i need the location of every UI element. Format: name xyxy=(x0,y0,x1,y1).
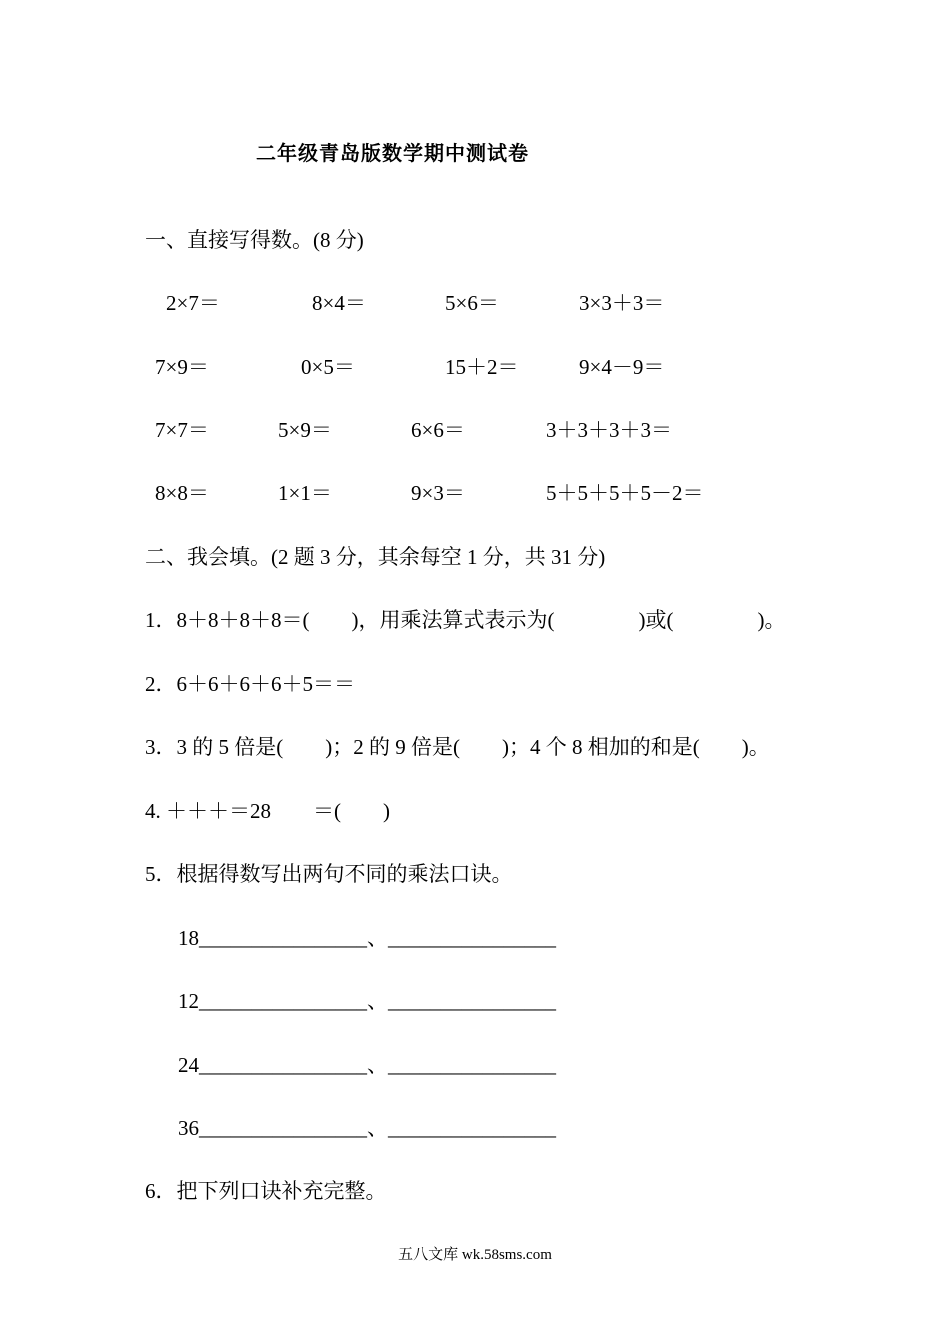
exercise-cell: 8×4＝ xyxy=(312,291,366,315)
section1-heading: 一、直接写得数。(8 分) xyxy=(145,228,364,252)
exercise-cell: 7×9＝ xyxy=(155,355,209,379)
page-footer: 五八文库 wk.58sms.com xyxy=(398,1247,552,1263)
section2-heading: 二、我会填。(2 题 3 分，其余每空 1 分，共 31 分) xyxy=(145,545,606,569)
question-5: 5．根据得数写出两句不同的乘法口诀。 xyxy=(145,862,513,886)
exercise-cell: 5＋5＋5＋5－2＝ xyxy=(546,481,704,505)
page-title: 二年级青岛版数学期中测试卷 xyxy=(256,143,529,165)
exercise-cell: 1×1＝ xyxy=(278,481,332,505)
exercise-cell: 9×4－9＝ xyxy=(579,355,665,379)
question-1: 1．8＋8＋8＋8＝( )，用乘法算式表示为( )或( )。 xyxy=(145,608,786,632)
answer-line: 12________________、________________ xyxy=(178,989,556,1013)
exercise-cell: 3×3＋3＝ xyxy=(579,291,665,315)
exercise-cell: 6×6＝ xyxy=(411,418,465,442)
exercise-cell: 0×5＝ xyxy=(301,355,355,379)
answer-line: 18________________、________________ xyxy=(178,926,556,950)
exercise-cell: 2×7＝ xyxy=(166,291,220,315)
question-3: 3．3 的 5 倍是( )；2 的 9 倍是( )；4 个 8 相加的和是( )。 xyxy=(145,735,770,759)
exercise-cell: 5×9＝ xyxy=(278,418,332,442)
exercise-cell: 15＋2＝ xyxy=(445,355,519,379)
exercise-cell: 7×7＝ xyxy=(155,418,209,442)
answer-line: 36________________、________________ xyxy=(178,1116,556,1140)
exercise-cell: 9×3＝ xyxy=(411,481,465,505)
question-6: 6．把下列口诀补充完整。 xyxy=(145,1179,387,1203)
exercise-cell: 3＋3＋3＋3＝ xyxy=(546,418,672,442)
exercise-cell: 5×6＝ xyxy=(445,291,499,315)
answer-line: 24________________、________________ xyxy=(178,1053,556,1077)
exercise-cell: 8×8＝ xyxy=(155,481,209,505)
question-4: 4. ＋＋＋＝28 ＝( ) xyxy=(145,799,390,823)
question-2: 2．6＋6＋6＋6＋5＝＝ xyxy=(145,672,355,696)
